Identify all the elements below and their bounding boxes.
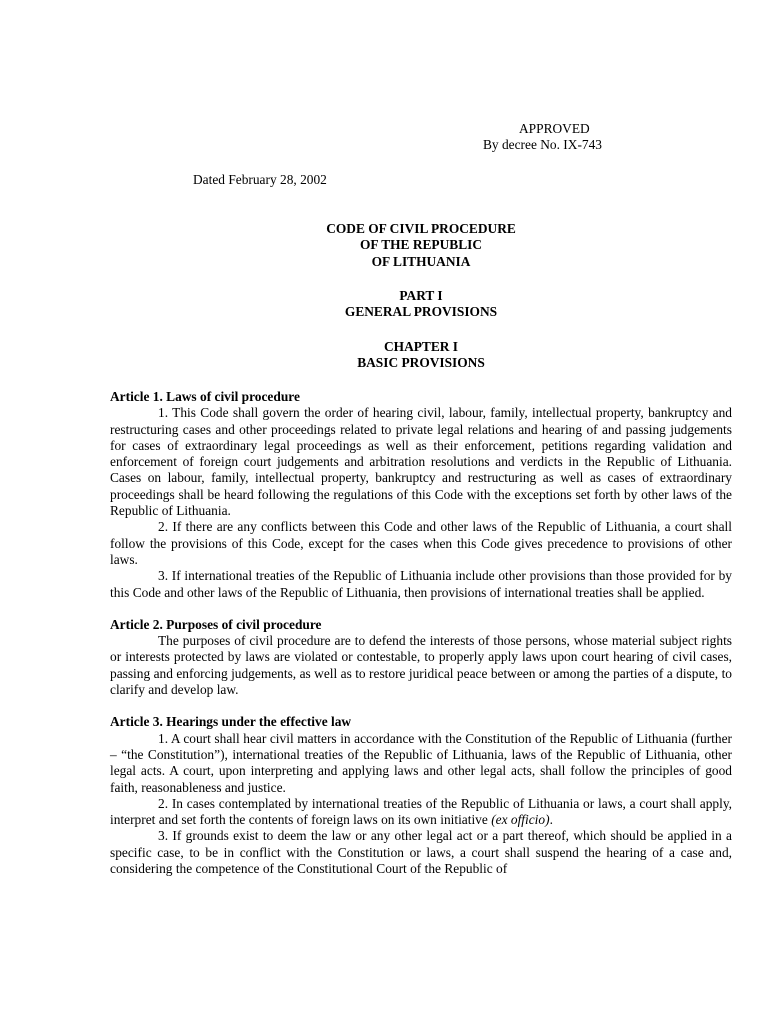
paragraph-text: 2. In cases contemplated by international treaties of the Republic of Lithuania or laws, a court shall apply, interpret and set forth the contents of foreign laws on its own initiative bbox=[110, 795, 732, 828]
article-paragraph: 1. A court shall hear civil matters in accordance with the Constitution of the Republic of Lithuania (further – “the Constitution”), international treaties of the Republic of Lithuania, laws of the Republic of Lithuania, other legal acts. A court, upon interpreting and applying laws and other legal acts, shall follow the principles of good faith, reasonableness and justice. bbox=[110, 730, 732, 795]
article-paragraph: 3. If international treaties of the Republic of Lithuania include other provisions than those provided for by this Code and other laws of the Republic of Lithuania, then provisions of international treaties shall be applied. bbox=[110, 568, 732, 600]
title-line-2: OF THE REPUBLIC bbox=[359, 237, 483, 253]
article-heading: Article 2. Purposes of civil procedure bbox=[110, 616, 322, 632]
chapter-heading bbox=[110, 339, 732, 372]
title-line-3: OF LITHUANIA bbox=[371, 253, 471, 269]
paragraph-end: . bbox=[549, 812, 553, 828]
part-number: PART I bbox=[399, 288, 443, 303]
decree-number: By decree No. IX-743 bbox=[483, 137, 602, 152]
title-line-1: CODE OF CIVIL PROCEDURE bbox=[326, 221, 516, 236]
article-2 bbox=[110, 617, 732, 698]
article-paragraph: 2. If there are any conflicts between this Code and other laws of the Republic of Lithuania, a court shall follow the provisions of this Code, except for the cases when this Code gives precedence to provisions of other laws. bbox=[110, 519, 732, 567]
article-heading: Article 3. Hearings under the effective law bbox=[110, 714, 352, 730]
date-line: Dated February 28, 2002 bbox=[193, 172, 327, 187]
italic-term: (ex officio) bbox=[491, 812, 550, 828]
approved-label: APPROVED bbox=[519, 121, 590, 136]
article-heading: Article 1. Laws of civil procedure bbox=[110, 389, 300, 404]
article-paragraph: 3. If grounds exist to deem the law or any other legal act or a part thereof, which should be applied in a specific case, to be in conflict with the Constitution or laws, a court shall suspend the hearing of a case and, considering the competence of the Constitutional Court of the Republic of bbox=[110, 828, 732, 877]
document-title bbox=[110, 221, 732, 270]
article-3 bbox=[110, 714, 732, 877]
part-title: GENERAL PROVISIONS bbox=[344, 304, 498, 320]
part-heading bbox=[110, 288, 732, 321]
document-body bbox=[110, 389, 732, 877]
article-paragraph: 1. This Code shall govern the order of hearing civil, labour, family, intellectual property, bankruptcy and restructuring cases and other proceedings related to private legal relations and hearing of and passing judgements for cases of extraordinary legal proceedings as well as their enforcement, petitions regarding validation and enforcement of foreign court judgements and arbitration resolutions and verdicts in the Republic of Lithuania. Cases on labour, family, intellectual property, bankruptcy and restructuring as well as cases of extraordinary proceedings shall be heard following the regulations of this Code with the exceptions set forth by other laws of the Republic of Lithuania. bbox=[110, 405, 732, 519]
article-paragraph bbox=[110, 796, 732, 829]
article-paragraph: The purposes of civil procedure are to defend the interests of those persons, whose material subject rights or interests protected by laws are violated or contestable, to properly apply laws upon court hearing of civil cases, passing and enforcing judgements, as well as to restore juridical peace between or among the parties of a dispute, to clarify and develop law. bbox=[110, 633, 732, 698]
chapter-title: BASIC PROVISIONS bbox=[357, 355, 485, 371]
chapter-number: CHAPTER I bbox=[383, 339, 459, 354]
article-1 bbox=[110, 389, 732, 601]
